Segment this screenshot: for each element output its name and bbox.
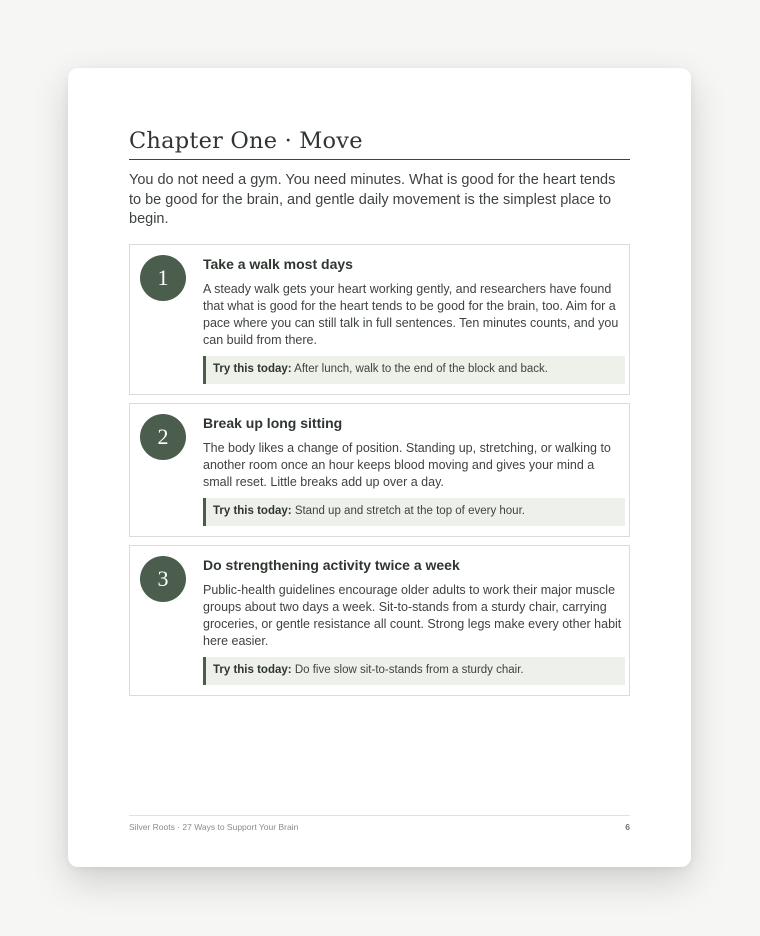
try-this-today-label: Try this today: (213, 504, 292, 517)
try-this-today-callout (203, 356, 625, 384)
try-this-today-callout (203, 498, 625, 526)
tip-number-badge: 1 (140, 255, 186, 301)
page-footer (129, 815, 630, 832)
try-this-today-label: Try this today: (213, 362, 292, 375)
page-content (129, 126, 630, 696)
tip-card-2 (129, 403, 630, 537)
chapter-title: Chapter One · Move (129, 126, 630, 160)
try-this-today-text: Stand up and stretch at the top of every hour. (294, 504, 525, 517)
book-title: Silver Roots · 27 Ways to Support Your Brain (129, 822, 299, 832)
tip-title: Take a walk most days (203, 255, 353, 272)
try-this-today-text: Do five slow sit-to-stands from a sturdy chair. (294, 663, 524, 676)
tip-number-badge: 2 (140, 414, 186, 460)
try-this-today-text: After lunch, walk to the end of the block and back. (294, 362, 548, 375)
page-number: 6 (625, 822, 630, 832)
document-page (68, 68, 691, 867)
try-this-today-label: Try this today: (213, 663, 292, 676)
tip-number-badge: 3 (140, 556, 186, 602)
tip-body: A steady walk gets your heart working gently, and researchers have found that what is good for the heart tends to be good for the brain, too. Aim for a pace where you can still talk in full sentences. Ten minutes counts, and you can build from there. (203, 281, 619, 347)
tip-title: Do strengthening activity twice a week (203, 556, 460, 573)
tip-body: The body likes a change of position. Standing up, stretching, or walking to another room once an hour keeps blood moving and gives your mind a small reset. Little breaks add up over a day. (203, 440, 611, 489)
tip-title: Break up long sitting (203, 414, 343, 431)
tip-body: Public-health guidelines encourage older adults to work their major muscle groups about two days a week. Sit-to-stands from a sturdy chair, carrying groceries, or gentle resistance all count. Strong legs make every other habit here easier. (203, 582, 622, 648)
tip-card-3 (129, 545, 630, 696)
tip-card-1 (129, 244, 630, 395)
chapter-intro: You do not need a gym. You need minutes. What is good for the heart tends to be good for the brain, and gentle daily movement is the simplest place to begin. (129, 172, 616, 227)
try-this-today-callout (203, 657, 625, 685)
